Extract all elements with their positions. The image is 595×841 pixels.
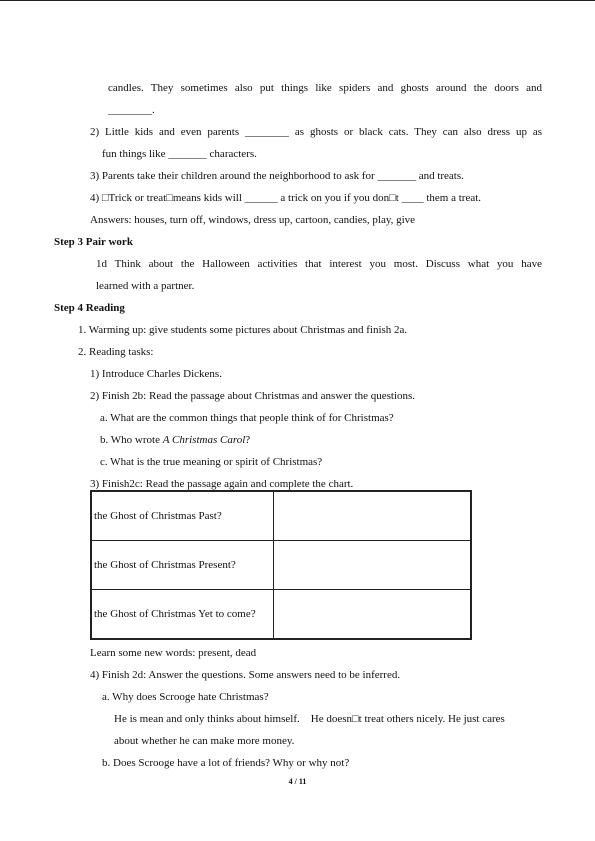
text-line: ________. [108,104,155,116]
text-line: 1d Think about the Halloween activities that interest you most. Discuss what you have [96,258,542,270]
text-line: 1) Introduce Charles Dickens. [90,368,222,380]
text-line: candles. They sometimes also put things like spiders and ghosts around the doors and [108,82,542,94]
chart-label-cell: the Ghost of Christmas Past? [91,491,274,541]
text-line: 2) Finish 2b: Read the passage about Christmas and answer the questions. [90,390,416,402]
text-line: Learn some new words: present, dead [90,647,257,659]
question-line: b. Does Scrooge have a lot of friends? Why or why not? [102,757,350,769]
chart-answer-cell [274,590,472,640]
table-row [91,541,471,590]
question-line: a. Why does Scrooge hate Christmas? [102,691,269,703]
chart-answer-cell [274,541,472,590]
text-line: 1. Warming up: give students some pictures about Christmas and finish 2a. [78,324,408,336]
top-rule [0,0,595,1]
text-line: 2. Reading tasks: [78,346,154,358]
book-title: A Christmas Carol [162,434,246,446]
question-line [100,433,250,447]
text-line: 4) □Trick or treat□means kids will ______ a trick on you if you don□t ____ them a treat. [90,192,482,204]
text-line: 3) Parents take their children around the neighborhood to ask for _______ and treats. [90,170,464,182]
answer-line: He is mean and only thinks about himself. He doesn□t treat others nicely. He just cares [114,713,505,725]
answer-line: about whether he can make more money. [114,735,295,747]
text-line: 2) Little kids and even parents ________ as ghosts or black cats. They can also dress up as [90,126,542,138]
text-line: fun things like _______ characters. [102,148,257,160]
chart-label-cell: the Ghost of Christmas Present? [91,541,274,590]
table-row [91,491,471,541]
question-line: a. What are the common things that people think of for Christmas? [100,412,394,424]
page-number: 4 / 11 [288,777,307,786]
question-line: c. What is the true meaning or spirit of Christmas? [100,456,323,468]
chart-answer-cell [274,491,472,541]
text-line: 3) Finish2c: Read the passage again and complete the chart. [90,478,354,490]
text-line: 4) Finish 2d: Answer the questions. Some answers need to be inferred. [90,669,401,681]
step4-heading: Step 4 Reading [54,302,125,314]
text-line: learned with a partner. [96,280,195,292]
question-mark: ? [245,434,251,446]
table-row [91,590,471,640]
ghost-chart [90,490,472,640]
answers-line: Answers: houses, turn off, windows, dress up, cartoon, candies, play, give [90,214,416,226]
step3-heading: Step 3 Pair work [54,236,133,248]
question-text: b. Who wrote [100,434,163,446]
chart-label-cell: the Ghost of Christmas Yet to come? [91,590,274,640]
